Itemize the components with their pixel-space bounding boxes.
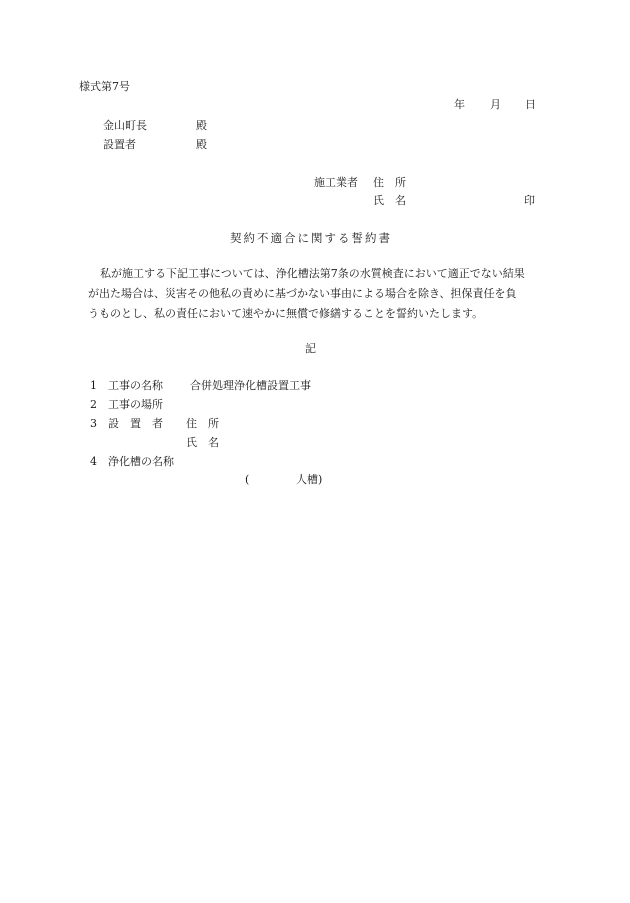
- date-year: 年: [454, 98, 465, 111]
- item-3-name-label: 氏 名: [186, 436, 219, 449]
- item-3-number: 3: [90, 417, 97, 430]
- date-day: 日: [525, 98, 536, 111]
- oath-body: [88, 264, 548, 324]
- item-1-label: 工事の名称: [108, 379, 163, 392]
- addressee-installer: 設置者: [103, 138, 136, 151]
- item-3-address-label: 住 所: [186, 417, 219, 430]
- oath-line-3: うものとし、私の責任において速やかに無償で修繕することを誓約いたします。: [88, 307, 484, 320]
- document-title: 契約不適合に関する誓約書: [230, 231, 392, 245]
- oath-line-2: が出た場合は、災害その他私の責めに基づかない事由による場合を除き、担保責任を負: [88, 287, 517, 300]
- ki-heading: 記: [305, 342, 316, 355]
- item-3-label: 設 置 者: [108, 417, 163, 430]
- seal-mark: 印: [524, 194, 535, 207]
- form-number: 様式第7号: [79, 80, 130, 93]
- item-4-number: 4: [90, 455, 97, 468]
- addressee-mayor-honorific: 殿: [196, 119, 207, 132]
- contractor-address-label: 住 所: [373, 176, 406, 189]
- item-2-label: 工事の場所: [108, 398, 163, 411]
- item-1-value: 合併処理浄化槽設置工事: [190, 379, 311, 392]
- item-4-capacity-open: (: [245, 473, 250, 486]
- contractor-role: 施工業者: [314, 176, 358, 189]
- date-month: 月: [490, 98, 501, 111]
- item-2-number: 2: [90, 398, 97, 411]
- item-4-capacity-unit: 人槽): [296, 473, 323, 486]
- item-4-label: 浄化槽の名称: [108, 455, 174, 468]
- contractor-name-label: 氏 名: [373, 194, 406, 207]
- item-1-number: 1: [90, 379, 97, 392]
- addressee-mayor: 金山町長: [103, 119, 147, 132]
- addressee-installer-honorific: 殿: [196, 138, 207, 151]
- oath-line-1: 私が施工する下記工事については、浄化槽法第7条の水質検査において適正でない結果: [100, 267, 525, 280]
